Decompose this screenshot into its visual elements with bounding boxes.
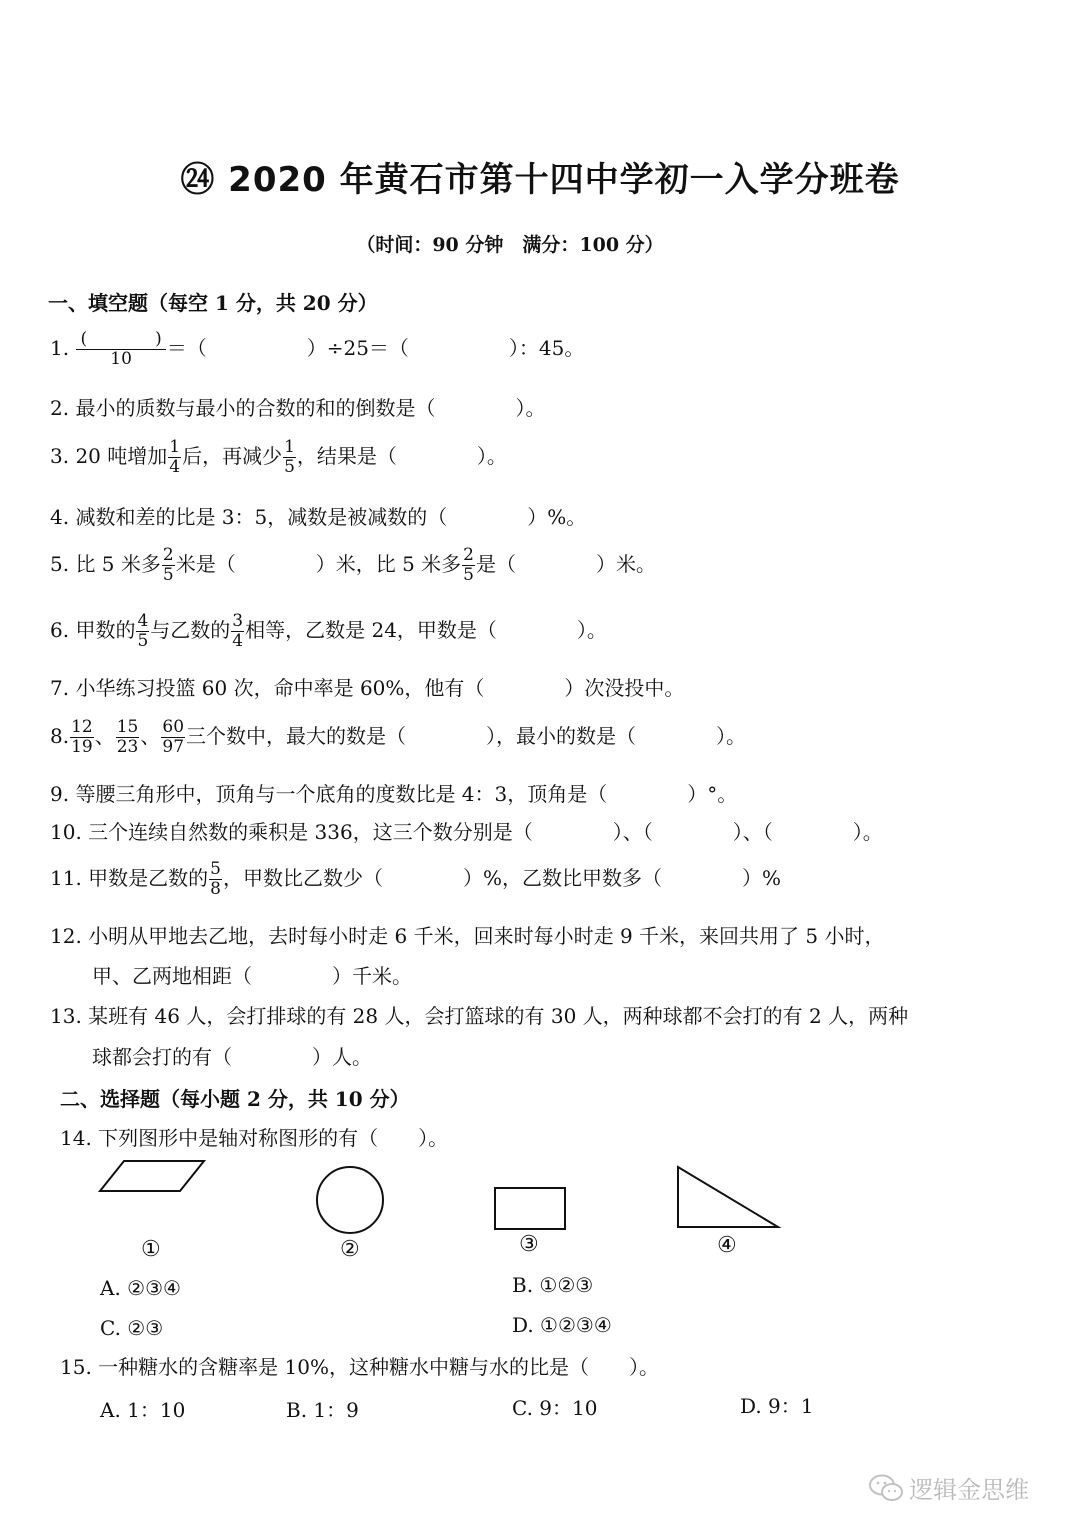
- q14-option-d: D. ①②③④: [512, 1313, 612, 1337]
- q15-option-b: B. 1：9: [286, 1398, 359, 1422]
- question-text: 后，再减少: [182, 444, 283, 468]
- question-13-continued: 球都会打的有（ ）人。: [92, 1045, 372, 1069]
- fraction-numerator: 5: [210, 859, 221, 879]
- question-text: 米是（ ）米，比 5 米多: [175, 552, 462, 576]
- fraction-numerator: 15: [116, 717, 139, 737]
- fraction-numerator: 60: [162, 717, 185, 737]
- question-11: [50, 860, 781, 899]
- fraction-numerator: 2: [162, 545, 174, 565]
- fraction: [283, 438, 296, 477]
- q15-option-d: D. 9：1: [740, 1394, 814, 1418]
- question-text: ＝（ ）÷25＝（ ）：45。: [166, 336, 585, 360]
- fraction: [136, 612, 149, 651]
- question-13: 13. 某班有 46 人，会打排球的有 28 人，会打篮球的有 30 人，两种球都不会打的有 2 人，两种: [50, 1004, 909, 1028]
- fraction-numerator: 2: [463, 545, 474, 565]
- question-text: ，甲数比乙数少（ ）%，乙数比甲数多（ ）%: [223, 866, 782, 890]
- question-5: [50, 546, 656, 585]
- fraction-denominator: 97: [162, 737, 185, 757]
- section-choice-title: 二、选择题（每小题 2 分，共 10 分）: [60, 1087, 410, 1111]
- q14-option-a: A. ②③④: [100, 1276, 181, 1300]
- question-text: 5. 比 5 米多: [50, 552, 161, 576]
- question-9: 9. 等腰三角形中，顶角与一个底角的度数比是 4：3，顶角是（ ）°。: [50, 782, 738, 806]
- q15-option-c: C. 9：10: [512, 1396, 598, 1420]
- fraction-denominator: 19: [71, 737, 93, 757]
- section-fill-in-title: 一、填空题（每空 1 分，共 20 分）: [48, 291, 378, 315]
- fraction-numerator: 4: [137, 611, 149, 631]
- question-4: 4. 减数和差的比是 3：5，减数是被减数的（ ）%。: [50, 505, 587, 529]
- fraction-numerator: 3: [232, 611, 244, 631]
- question-text: 与乙数的: [150, 618, 231, 642]
- watermark-text: 逻辑金思维: [909, 1476, 1030, 1504]
- question-8: [50, 718, 746, 757]
- fraction-numerator: 12: [71, 717, 93, 737]
- fraction-denominator: 5: [137, 631, 149, 651]
- right-triangle-shape: [678, 1167, 778, 1227]
- question-text: 相等，乙数是 24，甲数是（ ）。: [245, 618, 607, 642]
- fraction-denominator: 5: [284, 457, 295, 477]
- fraction-denominator: 4: [232, 631, 244, 651]
- fraction-numerator: 1: [169, 437, 181, 457]
- q14-option-c: C. ②③: [100, 1316, 164, 1340]
- circle-shape: [317, 1167, 383, 1233]
- question-text: 三个数中，最大的数是（ ），最小的数是（ ）。: [186, 724, 747, 748]
- question-1: [50, 330, 584, 369]
- question-10: 10. 三个连续自然数的乘积是 336，这三个数分别是（ ）、（ ）、（ ）。: [50, 820, 883, 844]
- exam-info: （时间：90 分钟 满分：100 分）: [356, 234, 664, 256]
- fraction-denominator: 5: [463, 565, 474, 585]
- fraction-denominator: 23: [116, 737, 139, 757]
- page-title: ㉔ 2020 年黄石市第十四中学初一入学分班卷: [180, 160, 900, 200]
- fraction: [161, 718, 185, 757]
- question-number: 1.: [50, 336, 70, 360]
- separator: 、: [140, 724, 161, 748]
- question-15: 15. 一种糖水的含糖率是 10%，这种糖水中糖与水的比是（ ）。: [60, 1355, 659, 1379]
- symmetry-figures: [0, 1160, 820, 1240]
- question-text: 3. 20 吨增加: [50, 444, 168, 468]
- question-text: 11. 甲数是乙数的: [50, 866, 209, 890]
- figure-label-3: ③: [519, 1232, 539, 1257]
- q14-option-b: B. ①②③: [512, 1273, 594, 1297]
- fraction: [209, 860, 222, 899]
- fraction: [70, 718, 94, 757]
- fraction-denominator: 5: [162, 565, 174, 585]
- rectangle-shape: [495, 1188, 565, 1229]
- figure-label-4: ④: [717, 1233, 737, 1258]
- separator: 、: [94, 724, 115, 748]
- fraction-denominator: 4: [169, 457, 181, 477]
- watermark: [868, 1470, 1029, 1505]
- q15-option-a: A. 1：10: [100, 1398, 186, 1422]
- parallelogram-shape: [100, 1161, 204, 1191]
- question-text: ，结果是（ ）。: [296, 444, 507, 468]
- question-12-continued: 甲、乙两地相距（ ）千米。: [92, 964, 412, 988]
- question-14: 14. 下列图形中是轴对称图形的有（ ）。: [60, 1126, 449, 1150]
- fraction-numerator: ( ): [76, 330, 165, 350]
- fraction-numerator: 1: [284, 437, 295, 457]
- fraction: [162, 546, 175, 585]
- fraction-denominator: 8: [210, 879, 221, 899]
- question-12: 12. 小明从甲地去乙地，去时每小时走 6 千米，回来时每小时走 9 千米，来回共用了 5 小时，: [50, 924, 885, 948]
- figure-label-1: ①: [141, 1237, 161, 1262]
- fraction: [76, 330, 165, 369]
- question-number: 8.: [50, 724, 70, 748]
- fraction-denominator: 10: [110, 349, 132, 369]
- fraction: [116, 718, 140, 757]
- question-text: 是（ ）米。: [476, 552, 656, 576]
- question-2: 2. 最小的质数与最小的合数的和的倒数是（ ）。: [50, 396, 546, 420]
- fraction: [462, 546, 475, 585]
- question-6: [50, 612, 607, 651]
- wechat-icon: [868, 1473, 904, 1503]
- question-3: [50, 438, 507, 477]
- question-text: 6. 甲数的: [50, 618, 136, 642]
- figure-label-2: ②: [340, 1237, 360, 1262]
- fraction: [168, 438, 181, 477]
- question-7: 7. 小华练习投篮 60 次，命中率是 60%，他有（ ）次没投中。: [50, 676, 685, 700]
- fraction: [231, 612, 244, 651]
